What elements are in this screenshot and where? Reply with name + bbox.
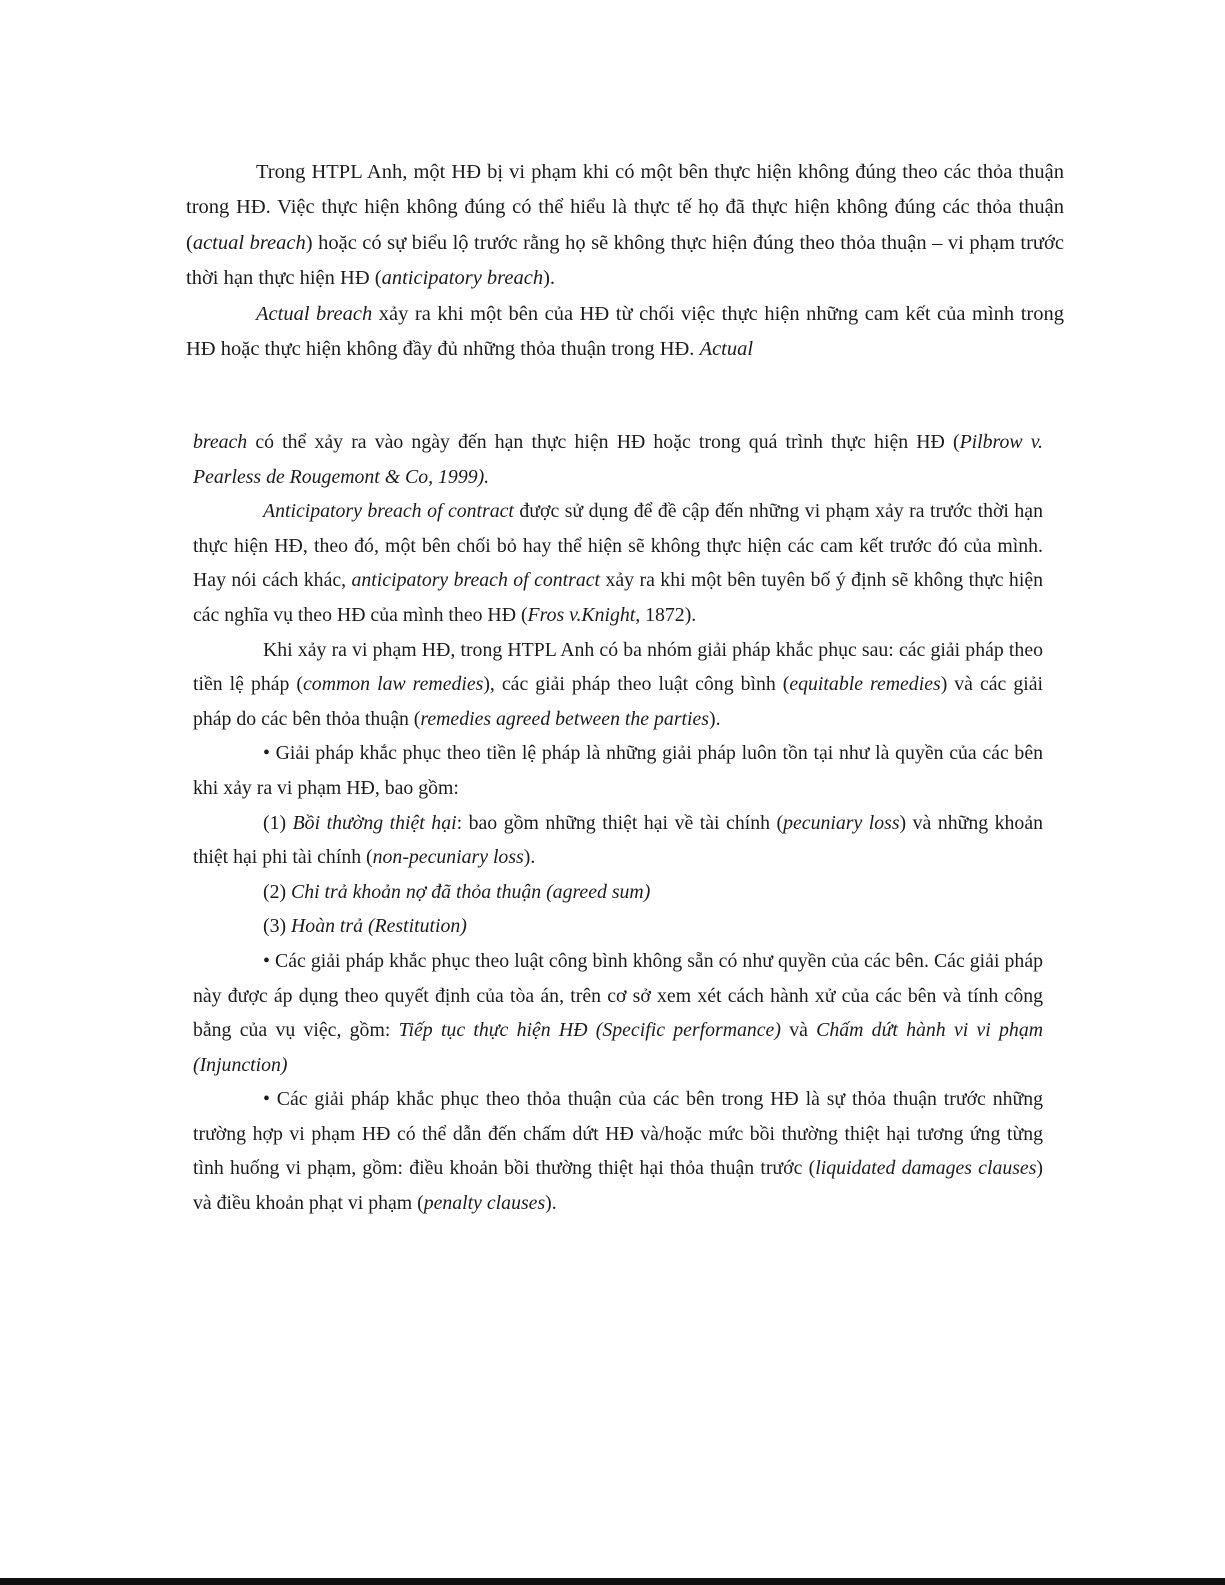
italic-text: penalty clauses <box>423 1192 546 1215</box>
page-bottom-border <box>0 1578 1225 1585</box>
italic-text: Bồi thường thiệt hại <box>292 811 457 834</box>
italic-text: pecuniary loss <box>783 811 900 834</box>
text-run: : bao gồm những thiệt hại về tài chính ( <box>456 811 784 834</box>
text-run: Khi xảy ra vi phạm HĐ, trong HTPL Anh có ba nhóm giải pháp khắc phục sau: các giải pháp theo tiền lệ pháp ( <box>193 638 1043 696</box>
paragraph <box>193 633 1043 737</box>
paragraph <box>186 155 1064 297</box>
italic-text: remedies agreed between the parties <box>420 707 709 730</box>
document-lower-block <box>193 425 1043 1221</box>
text-run: xảy ra khi một bên của HĐ từ chối việc thực hiện những cam kết của mình trong HĐ hoặc thực hiện không đầy đủ những thỏa thuận trong HĐ. <box>186 302 1064 361</box>
text-run: được sử dụng để đề cập đến những vi phạm xảy ra trước thời hạn thực hiện HĐ, theo đó, một bên chối bỏ hay thể hiện sẽ không thực hiện các cam kết trước đó của mình. Hay nói cách khác, <box>193 500 1043 592</box>
italic-text: non-pecuniary loss <box>372 846 524 869</box>
italic-text: anticipatory breach <box>381 267 544 290</box>
italic-text: Hoàn trả (Restitution) <box>291 915 467 938</box>
text-run: ). <box>708 707 721 730</box>
italic-text: Actual <box>699 338 754 361</box>
text-run: ). <box>543 267 556 290</box>
text-run: (3) <box>263 915 292 938</box>
italic-text: Anticipatory breach of contract <box>263 500 514 523</box>
italic-text: Pilbrow v. Pearless de Rougemont & Co, 1999). <box>193 431 1043 488</box>
text-run: ) và những khoản thiệt hại phi tài chính ( <box>193 811 1043 869</box>
paragraph <box>193 875 1043 910</box>
italic-text: anticipatory breach of contract <box>351 569 601 592</box>
italic-text: liquidated damages clauses <box>815 1157 1037 1180</box>
italic-text: Tiếp tục thực hiện HĐ (Specific performance) <box>398 1019 781 1042</box>
text-run: ). <box>523 846 536 869</box>
document-upper-block <box>186 155 1064 367</box>
italic-text: Chấm dứt hành vi vi phạm (Injunction) <box>193 1019 1044 1076</box>
text-run: (1) <box>263 811 293 834</box>
text-run: và <box>780 1019 817 1042</box>
italic-text: equitable remedies <box>789 673 941 696</box>
paragraph <box>193 494 1043 632</box>
italic-text: Fros v.Knight, <box>527 603 641 626</box>
paragraph <box>193 736 1043 805</box>
text-run: • Giải pháp khắc phục theo tiền lệ pháp là những giải pháp luôn tồn tại như là quyền của các bên khi xảy ra vi phạm HĐ, bao gồm: <box>193 742 1043 799</box>
italic-text: breach <box>193 431 248 453</box>
paragraph <box>193 425 1043 494</box>
italic-text: actual breach <box>192 231 306 254</box>
paragraph <box>193 909 1043 944</box>
text-run: 1872). <box>640 603 697 626</box>
paragraph <box>193 1082 1043 1220</box>
text-run: (2) <box>263 880 292 903</box>
text-run: ) hoặc có sự biểu lộ trước rằng họ sẽ không thực hiện đúng theo thỏa thuận – vi phạm trước thời hạn thực hiện HĐ ( <box>186 231 1064 290</box>
italic-text: Chi trả khoản nợ đã thỏa thuận (agreed sum) <box>291 880 651 903</box>
italic-text: common law remedies <box>303 673 484 696</box>
text-run: Trong HTPL Anh, một HĐ bị vi phạm khi có một bên thực hiện không đúng theo các thỏa thuận trong HĐ. Việc thực hiện không đúng có thể hiểu là thực tế họ đã thực hiện không đúng các thỏa thuận ( <box>186 161 1064 254</box>
paragraph <box>193 806 1043 875</box>
text-run: có thể xảy ra vào ngày đến hạn thực hiện HĐ hoặc trong quá trình thực hiện HĐ ( <box>247 431 960 453</box>
text-run: ) và các giải pháp do các bên thỏa thuận ( <box>193 673 1043 730</box>
paragraph <box>186 297 1064 368</box>
text-run: ). <box>545 1192 557 1215</box>
text-run: • Các giải pháp khắc phục theo luật công bình không sẵn có như quyền của các bên. Các giải pháp này được áp dụng theo quyết định của tòa án, trên cơ sở xem xét cách hành xử của các bên và tính công bằng của vụ việc, gồm: <box>193 949 1043 1042</box>
text-run: • Các giải pháp khắc phục theo thỏa thuận của các bên trong HĐ là sự thỏa thuận trước những trường hợp vi phạm HĐ có thể dẫn đến chấm dứt HĐ và/hoặc mức bồi thường thiệt hại tương ứng từng tình huống vi phạm, gồm: điều khoản bồi thường thiệt hại thỏa thuận trước ( <box>193 1088 1043 1180</box>
italic-text: Actual breach <box>256 302 373 325</box>
paragraph <box>193 944 1043 1082</box>
text-run: xảy ra khi một bên tuyên bố ý định sẽ không thực hiện các nghĩa vụ theo HĐ của mình theo HĐ ( <box>193 569 1043 626</box>
text-run: ), các giải pháp theo luật công bình ( <box>483 673 790 696</box>
text-run: ) và điều khoản phạt vi phạm ( <box>193 1157 1044 1215</box>
